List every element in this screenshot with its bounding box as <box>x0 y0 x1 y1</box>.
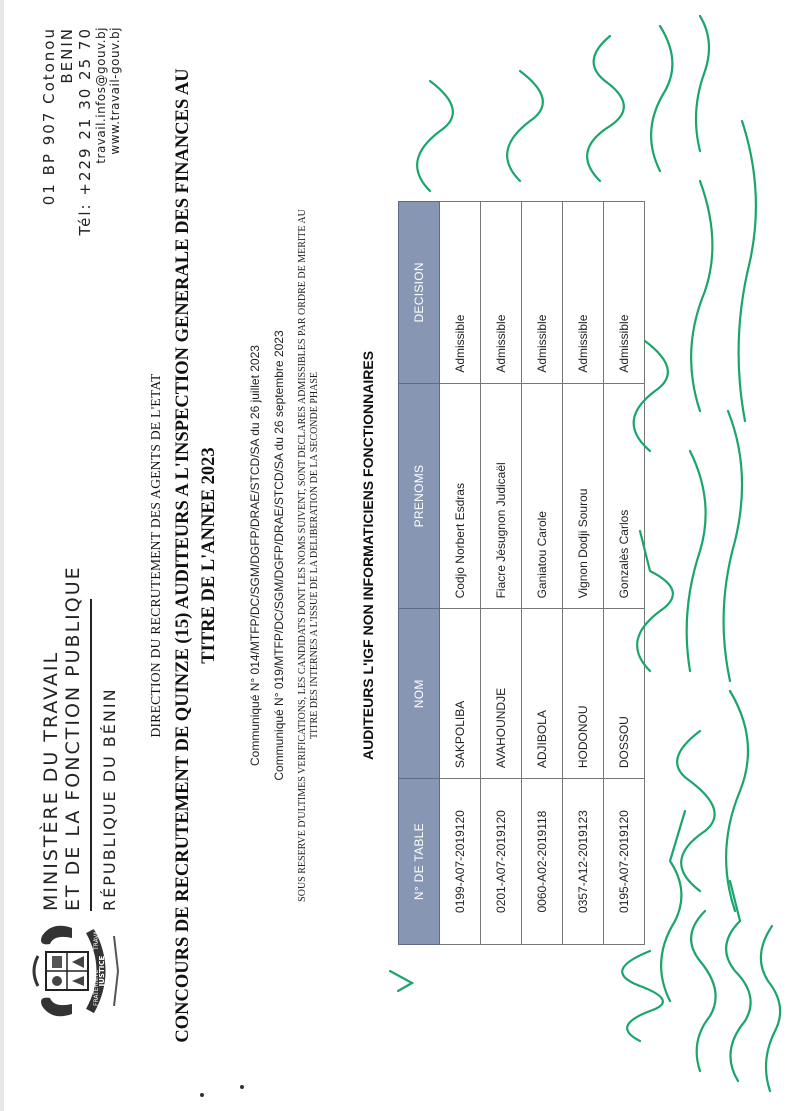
signature-scribble <box>696 16 709 151</box>
first-names-cell: Fiacre Jésugnon Judicaël <box>481 383 522 609</box>
decision-cell: Admissible <box>522 202 563 384</box>
document-title-line-2: TITRE DE L'ANNEE 2023 <box>199 447 219 664</box>
table-row <box>563 202 604 945</box>
decision-cell: Admissible <box>440 202 481 384</box>
signature-scribble <box>724 411 742 681</box>
communique-reference-2: Communiqué N° 019/MTFP/DC/SGM/DGFP/DRAE/STCD/SA du 26 septembre 2023 <box>272 330 286 781</box>
emblem-motto-justice: JUSTICE <box>98 955 106 987</box>
address-phone: Tél: +229 21 30 25 70 <box>76 27 94 236</box>
results-table <box>398 201 645 945</box>
last-name-cell: HODONOU <box>563 609 604 779</box>
document-title <box>170 20 222 1091</box>
signature-scribble <box>661 811 685 1001</box>
notice-line-2: TITRE DES INTERNES A L'ISSUE DE LA DELIBERATION DE LA SECONDE PHASE <box>309 371 320 740</box>
signature-scribble <box>622 951 663 1041</box>
table-number-cell: 0357-A12-2019123 <box>563 779 604 945</box>
column-header-first-names: PRENOMS <box>399 383 440 609</box>
signature-scribble <box>726 691 748 911</box>
table-number-cell: 0195-A07-2019120 <box>604 779 645 945</box>
document-title-line-1: CONCOURS DE RECRUTEMENT DE QUINZE (15) AUDITEURS A L'INSPECTION GENERALE DES FINANCES AU <box>173 68 193 1043</box>
table-number-cell: 0199-A07-2019120 <box>440 779 481 945</box>
address-block <box>40 27 122 235</box>
signature-scribble <box>739 121 756 421</box>
decision-cell: Admissible <box>481 202 522 384</box>
column-header-last-name: NOM <box>399 609 440 779</box>
first-names-cell: Gonzalès Carlos <box>604 383 645 609</box>
address-country: BENIN <box>58 27 76 84</box>
last-name-cell: ADJIBOLA <box>522 609 563 779</box>
signature-scribble <box>687 451 706 671</box>
table-row <box>604 202 645 945</box>
notice-line-1: SOUS RESERVE D'ULTIMES VERIFICATIONS, LES CANDIDATS DONT LES NOMS SUIVENT, SONT DECLARES ADMISSIBLES PAR ORDRE DE MERITE AU <box>297 209 308 902</box>
ministry-name-line-2: ET DE LA FONCTION PUBLIQUE <box>62 565 84 911</box>
section-title: AUDITEURS L'IGF NON INFORMATICIENS FONCTIONNAIRES <box>360 350 376 761</box>
signature-scribble <box>677 731 714 891</box>
ministry-header <box>40 551 119 911</box>
table-number-cell: 0201-A07-2019120 <box>481 779 522 945</box>
coat-of-arms-emblem <box>32 916 122 1026</box>
signature-tick <box>390 971 412 991</box>
address-website: www.travail-gouv.bj <box>108 27 122 155</box>
scan-speck <box>240 1085 244 1089</box>
emblem-motto-fraternite: FRATERNITÉ <box>93 969 100 1006</box>
scan-speck <box>200 1093 204 1097</box>
table-number-cell: 0060-A02-2019118 <box>522 779 563 945</box>
address-email: travail.infos@gouv.bj <box>94 27 108 164</box>
last-name-cell: SAKPOLIBA <box>440 609 481 779</box>
signature-scribble <box>507 71 543 181</box>
table-header-row <box>399 202 440 945</box>
table-row <box>481 202 522 945</box>
table-row <box>522 202 563 945</box>
signature-scribble <box>691 911 716 1071</box>
table-row <box>440 202 481 945</box>
address-po-box: 01 BP 907 Cotonou <box>40 27 58 206</box>
signature-scribble <box>417 81 453 191</box>
scan-edge <box>0 0 4 1111</box>
decision-cell: Admissible <box>563 202 604 384</box>
last-name-cell: DOSSOU <box>604 609 645 779</box>
republic-name: RÉPUBLIQUE DU BÉNIN <box>100 687 119 911</box>
ministry-name-line-1: MINISTÈRE DU TRAVAIL <box>40 650 62 911</box>
last-name-cell: AVAHOUNDJE <box>481 609 522 779</box>
signature-scribble <box>691 181 712 411</box>
communique-reference-1: Communiqué N° 014/MTFP/DC/SGM/DGFP/DRAE/STCD/SA du 26 juillet 2023 <box>248 345 262 766</box>
column-header-table-number: N° DE TABLE <box>399 779 440 945</box>
first-names-cell: Ganiatou Carole <box>522 383 563 609</box>
column-header-decision: DECISION <box>399 202 440 384</box>
decision-cell: Admissible <box>604 202 645 384</box>
admissibility-notice <box>297 20 321 1091</box>
signature-scribble <box>761 926 780 1091</box>
first-names-cell: Codjo Norbert Esdras <box>440 383 481 609</box>
header-rule <box>90 599 92 911</box>
signature-scribble <box>651 26 672 171</box>
signature-scribble <box>587 36 624 181</box>
signature-scribble <box>726 881 751 1081</box>
direction-heading: DIRECTION DU RECRUTEMENT DES AGENTS DE L'ETAT <box>148 373 163 738</box>
emblem-motto-travail: TRAVAIL <box>93 925 100 950</box>
first-names-cell: Vignon Dodji Sourou <box>563 383 604 609</box>
